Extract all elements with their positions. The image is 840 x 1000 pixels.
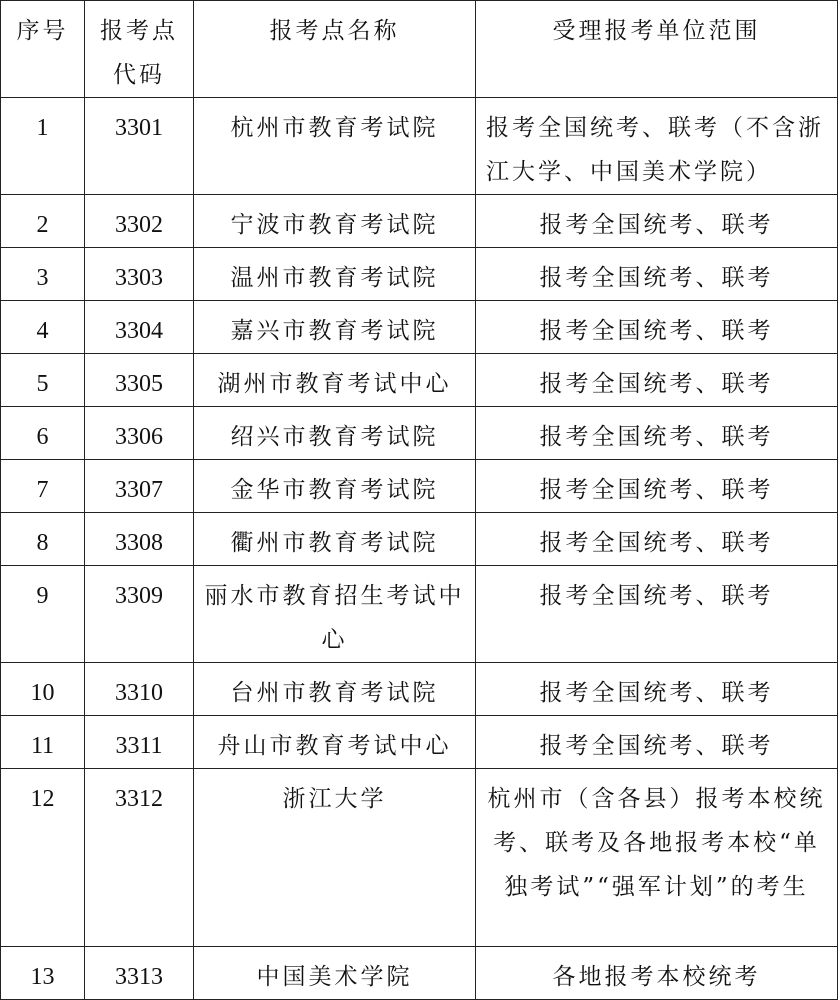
row-index: 8 xyxy=(1,513,85,566)
row-name: 嘉兴市教育考试院 xyxy=(194,301,476,354)
table-row xyxy=(1,460,838,513)
row-name: 台州市教育考试院 xyxy=(194,663,476,716)
row-index: 9 xyxy=(1,566,85,663)
row-index: 12 xyxy=(1,769,85,947)
table-row xyxy=(1,716,838,769)
table-row xyxy=(1,513,838,566)
table-row xyxy=(1,354,838,407)
row-scope: 报考全国统考、联考 xyxy=(476,663,838,716)
row-code: 3303 xyxy=(85,248,194,301)
row-scope: 报考全国统考、联考（不含浙江大学、中国美术学院） xyxy=(476,98,838,195)
row-index: 4 xyxy=(1,301,85,354)
row-code: 3306 xyxy=(85,407,194,460)
row-name: 湖州市教育考试中心 xyxy=(194,354,476,407)
row-index: 7 xyxy=(1,460,85,513)
table-row xyxy=(1,566,838,663)
row-index: 3 xyxy=(1,248,85,301)
row-scope: 报考全国统考、联考 xyxy=(476,195,838,248)
row-code: 3305 xyxy=(85,354,194,407)
row-name: 温州市教育考试院 xyxy=(194,248,476,301)
row-code: 3311 xyxy=(85,716,194,769)
row-code: 3308 xyxy=(85,513,194,566)
row-name: 衢州市教育考试院 xyxy=(194,513,476,566)
row-index: 13 xyxy=(1,947,85,1000)
row-scope: 报考全国统考、联考 xyxy=(476,248,838,301)
row-name: 金华市教育考试院 xyxy=(194,460,476,513)
table-row xyxy=(1,663,838,716)
row-code: 3313 xyxy=(85,947,194,1000)
header-code: 报考点代码 xyxy=(85,1,194,98)
row-name: 绍兴市教育考试院 xyxy=(194,407,476,460)
row-index: 11 xyxy=(1,716,85,769)
row-name: 舟山市教育考试中心 xyxy=(194,716,476,769)
row-code: 3302 xyxy=(85,195,194,248)
row-code: 3301 xyxy=(85,98,194,195)
row-code: 3307 xyxy=(85,460,194,513)
row-index: 1 xyxy=(1,98,85,195)
header-name: 报考点名称 xyxy=(194,1,476,98)
row-scope: 报考全国统考、联考 xyxy=(476,460,838,513)
table-header-row xyxy=(1,1,838,98)
header-scope: 受理报考单位范围 xyxy=(476,1,838,98)
row-code: 3310 xyxy=(85,663,194,716)
row-scope: 报考全国统考、联考 xyxy=(476,716,838,769)
table-row xyxy=(1,769,838,947)
row-name: 浙江大学 xyxy=(194,769,476,947)
table-row xyxy=(1,98,838,195)
table-row xyxy=(1,301,838,354)
row-index: 2 xyxy=(1,195,85,248)
row-scope: 杭州市（含各县）报考本校统考、联考及各地报考本校“单独考试”“强军计划”的考生 xyxy=(476,769,838,947)
table-row xyxy=(1,407,838,460)
row-scope: 报考全国统考、联考 xyxy=(476,301,838,354)
table-row xyxy=(1,947,838,1000)
row-index: 5 xyxy=(1,354,85,407)
row-scope: 报考全国统考、联考 xyxy=(476,354,838,407)
header-index: 序号 xyxy=(1,1,85,98)
row-scope: 报考全国统考、联考 xyxy=(476,566,838,663)
table-row xyxy=(1,248,838,301)
row-index: 10 xyxy=(1,663,85,716)
row-code: 3312 xyxy=(85,769,194,947)
row-index: 6 xyxy=(1,407,85,460)
table-row xyxy=(1,195,838,248)
row-name: 杭州市教育考试院 xyxy=(194,98,476,195)
row-scope: 报考全国统考、联考 xyxy=(476,407,838,460)
row-scope: 报考全国统考、联考 xyxy=(476,513,838,566)
row-code: 3309 xyxy=(85,566,194,663)
row-code: 3304 xyxy=(85,301,194,354)
row-scope: 各地报考本校统考 xyxy=(476,947,838,1000)
row-name: 丽水市教育招生考试中心 xyxy=(194,566,476,663)
row-name: 中国美术学院 xyxy=(194,947,476,1000)
row-name: 宁波市教育考试院 xyxy=(194,195,476,248)
